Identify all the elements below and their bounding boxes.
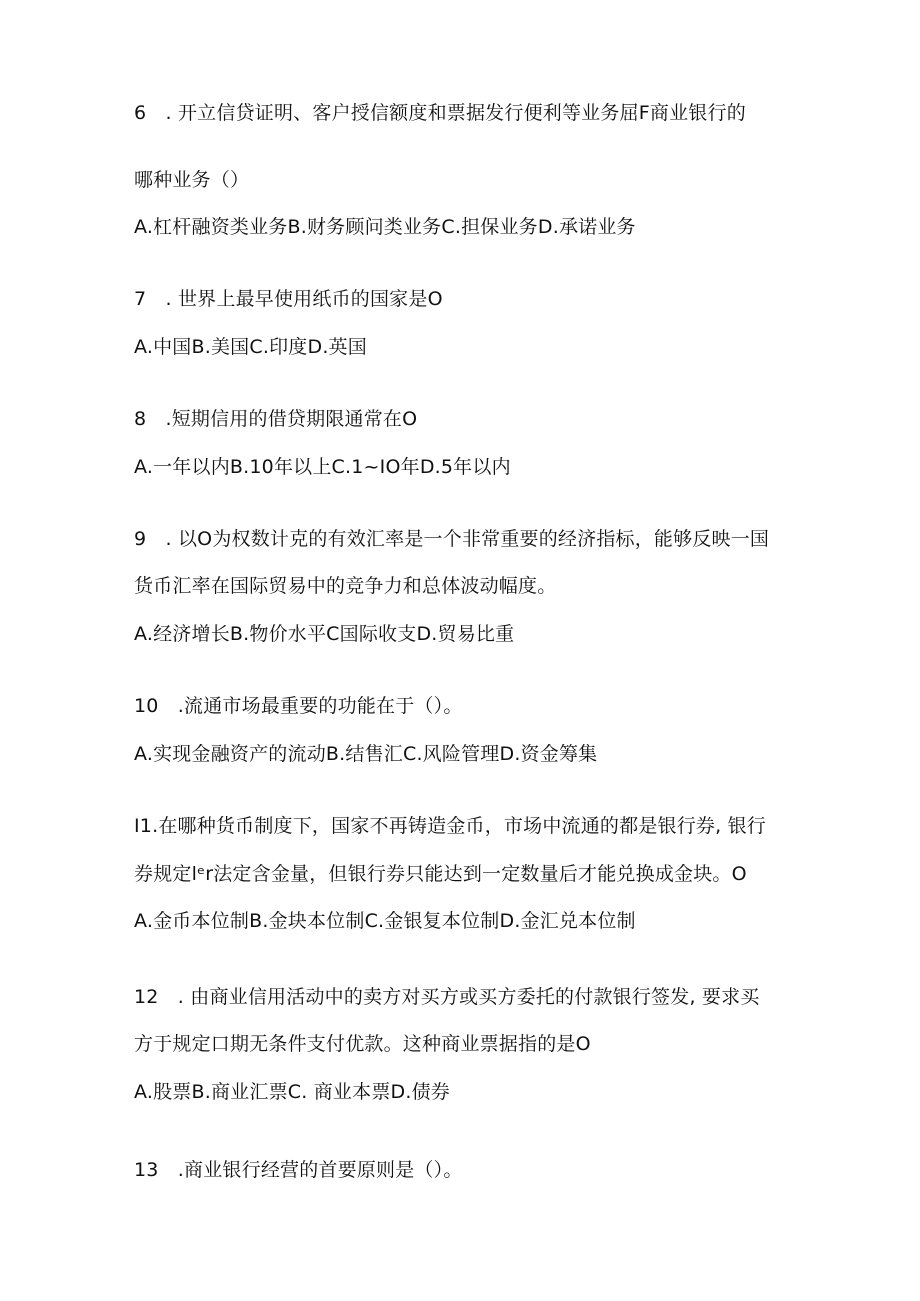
question-10-stem: 10 .流通市场最重要的功能在于（）。 bbox=[134, 695, 463, 717]
question-12-stem-line-2: 方于规定口期无条件支付优款。这种商业票据指的是O bbox=[134, 1033, 591, 1055]
question-12-options: A.股票B.商业汇票C. 商业本票D.债券 bbox=[134, 1081, 450, 1103]
question-6-stem-line-1: 6 . 开立信贷证明、客户授信额度和票据发行便利等业务屈F商业银行的 bbox=[134, 102, 746, 124]
question-11-options: A.金币本位制B.金块本位制C.金银复本位制D.金汇兑本位制 bbox=[134, 910, 636, 932]
question-8-stem: 8 .短期信用的借贷期限通常在O bbox=[134, 408, 418, 430]
question-9-stem-line-1: 9 . 以O为权数计克的有效汇率是一个非常重要的经济指标，能够反映一国 bbox=[134, 528, 770, 550]
question-9-stem-line-2: 货币汇率在国际贸易中的竞争力和总体波动幅度。 bbox=[134, 575, 557, 597]
question-11-stem-line-2: 券规定lᵉr法定含金量，但银行券只能达到一定数量后才能兑换成金块。O bbox=[134, 863, 747, 885]
question-13-stem: 13 .商业银行经营的首要原则是（）。 bbox=[134, 1159, 463, 1181]
question-9-options: A.经济增长B.物价水平C国际收支D.贸易比重 bbox=[134, 623, 515, 645]
question-7-stem: 7 . 世界上最早使用纸币的国家是O bbox=[134, 288, 443, 310]
question-6-options: A.杠杆融资类业务B.财务顾问类业务C.担保业务D.承诺业务 bbox=[134, 216, 636, 238]
question-7-options: A.中国B.美国C.印度D.英国 bbox=[134, 336, 367, 358]
question-6-stem-line-2: 哪种业务（） bbox=[134, 169, 250, 191]
question-12-stem-line-1: 12 . 由商业信用活动中的卖方对买方或买方委托的付款银行签发, 要求买 bbox=[134, 986, 760, 1008]
question-11-stem-line-1: I1.在哪种货币制度下，国家不再铸造金币，市场中流通的都是银行券, 银行 bbox=[134, 815, 767, 837]
question-10-options: A.实现金融资产的流动B.结售汇C.风险管理D.资金筹集 bbox=[134, 743, 598, 765]
question-8-options: A.一年以内B.10年以上C.1~IO年D.5年以内 bbox=[134, 456, 511, 478]
